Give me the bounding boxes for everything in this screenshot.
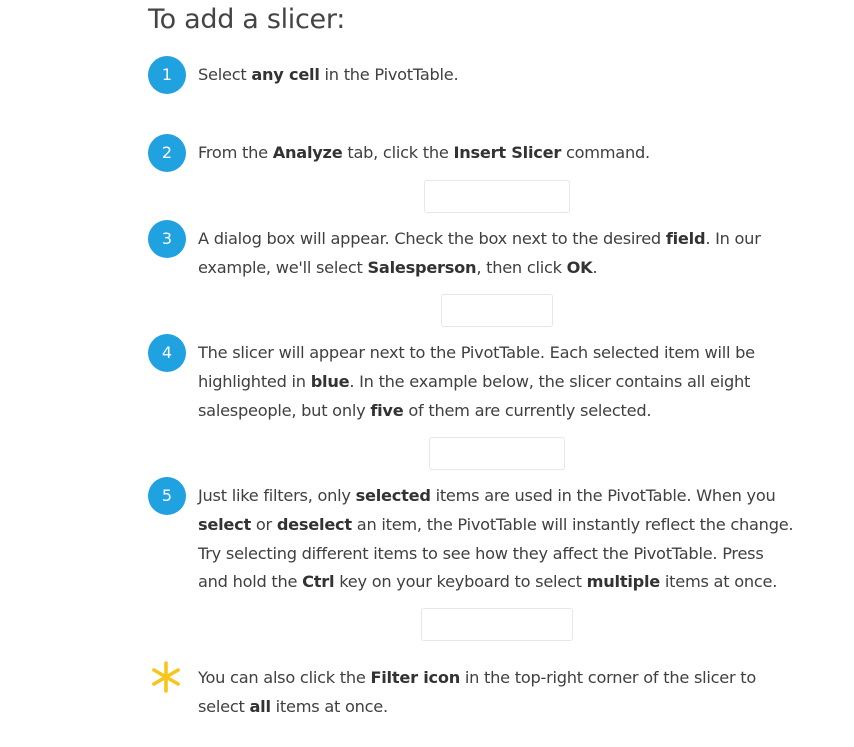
text-run: an item, the PivotTable will instantly reflect the change. Try selecting different items to see how they affect the PivotTable. Press and hold the xyxy=(198,514,794,592)
bold-term: selected xyxy=(355,486,431,505)
step-number-badge: 2 xyxy=(148,134,186,172)
bold-term: any cell xyxy=(251,65,320,84)
text-run: items are used in the PivotTable. When you xyxy=(430,486,776,505)
text-run: A dialog box will appear. Check the box next to the desired xyxy=(198,229,666,248)
step-instruction xyxy=(198,139,796,168)
tip-text xyxy=(198,664,796,722)
page-title: To add a slicer: xyxy=(148,4,345,35)
text-run: . In the example below, the slicer contains all eight salespeople, but only xyxy=(198,371,751,420)
bold-term: Insert Slicer xyxy=(453,143,562,162)
step-number-badge: 1 xyxy=(148,56,186,94)
bold-term: multiple xyxy=(586,572,660,592)
screenshot-image-placeholder xyxy=(424,180,570,213)
text-run: tab, click the xyxy=(342,143,454,162)
bold-term: Salesperson xyxy=(367,257,477,277)
screenshot-image-placeholder xyxy=(441,294,553,327)
bold-term: five xyxy=(370,400,404,420)
bold-term: blue xyxy=(310,371,350,391)
asterisk-icon xyxy=(148,659,184,695)
bold-term: deselect xyxy=(276,514,352,534)
text-run: . In our example, we'll select xyxy=(198,229,761,277)
text-run: From the xyxy=(198,143,273,162)
text-run: of them are currently selected. xyxy=(403,400,652,420)
text-run: items at once. xyxy=(660,572,778,592)
text-run: Select xyxy=(198,65,252,84)
text-run: or xyxy=(250,514,277,534)
bold-term: all xyxy=(249,696,271,716)
bold-term: select xyxy=(198,514,251,534)
bold-term: Filter icon xyxy=(370,668,460,687)
text-run: items at once. xyxy=(270,696,388,716)
text-run: in the PivotTable. xyxy=(319,65,459,84)
step-instruction xyxy=(198,482,796,597)
bold-term: Analyze xyxy=(272,143,343,162)
text-run: The slicer will appear next to the PivotTable. Each selected item will be highlighted in xyxy=(198,343,755,391)
step-instruction xyxy=(198,225,796,283)
bold-term: Ctrl xyxy=(302,572,335,592)
text-run: . xyxy=(592,257,598,277)
bold-term: field xyxy=(665,229,706,248)
text-run: Just like filters, only xyxy=(198,486,356,505)
text-run: in the top-right corner of the slicer to select xyxy=(198,668,757,716)
screenshot-image-placeholder xyxy=(429,437,565,470)
text-run: , then click xyxy=(476,257,567,277)
step-number-badge: 5 xyxy=(148,477,186,515)
text-run: command. xyxy=(561,143,650,162)
step-number-badge: 3 xyxy=(148,220,186,258)
bold-term: OK xyxy=(566,257,593,277)
text-run: You can also click the xyxy=(198,668,371,687)
step-instruction xyxy=(198,339,796,425)
screenshot-image-placeholder xyxy=(421,608,573,641)
step-number-badge: 4 xyxy=(148,334,186,372)
text-run: key on your keyboard to select xyxy=(334,572,587,592)
step-instruction xyxy=(198,61,796,90)
